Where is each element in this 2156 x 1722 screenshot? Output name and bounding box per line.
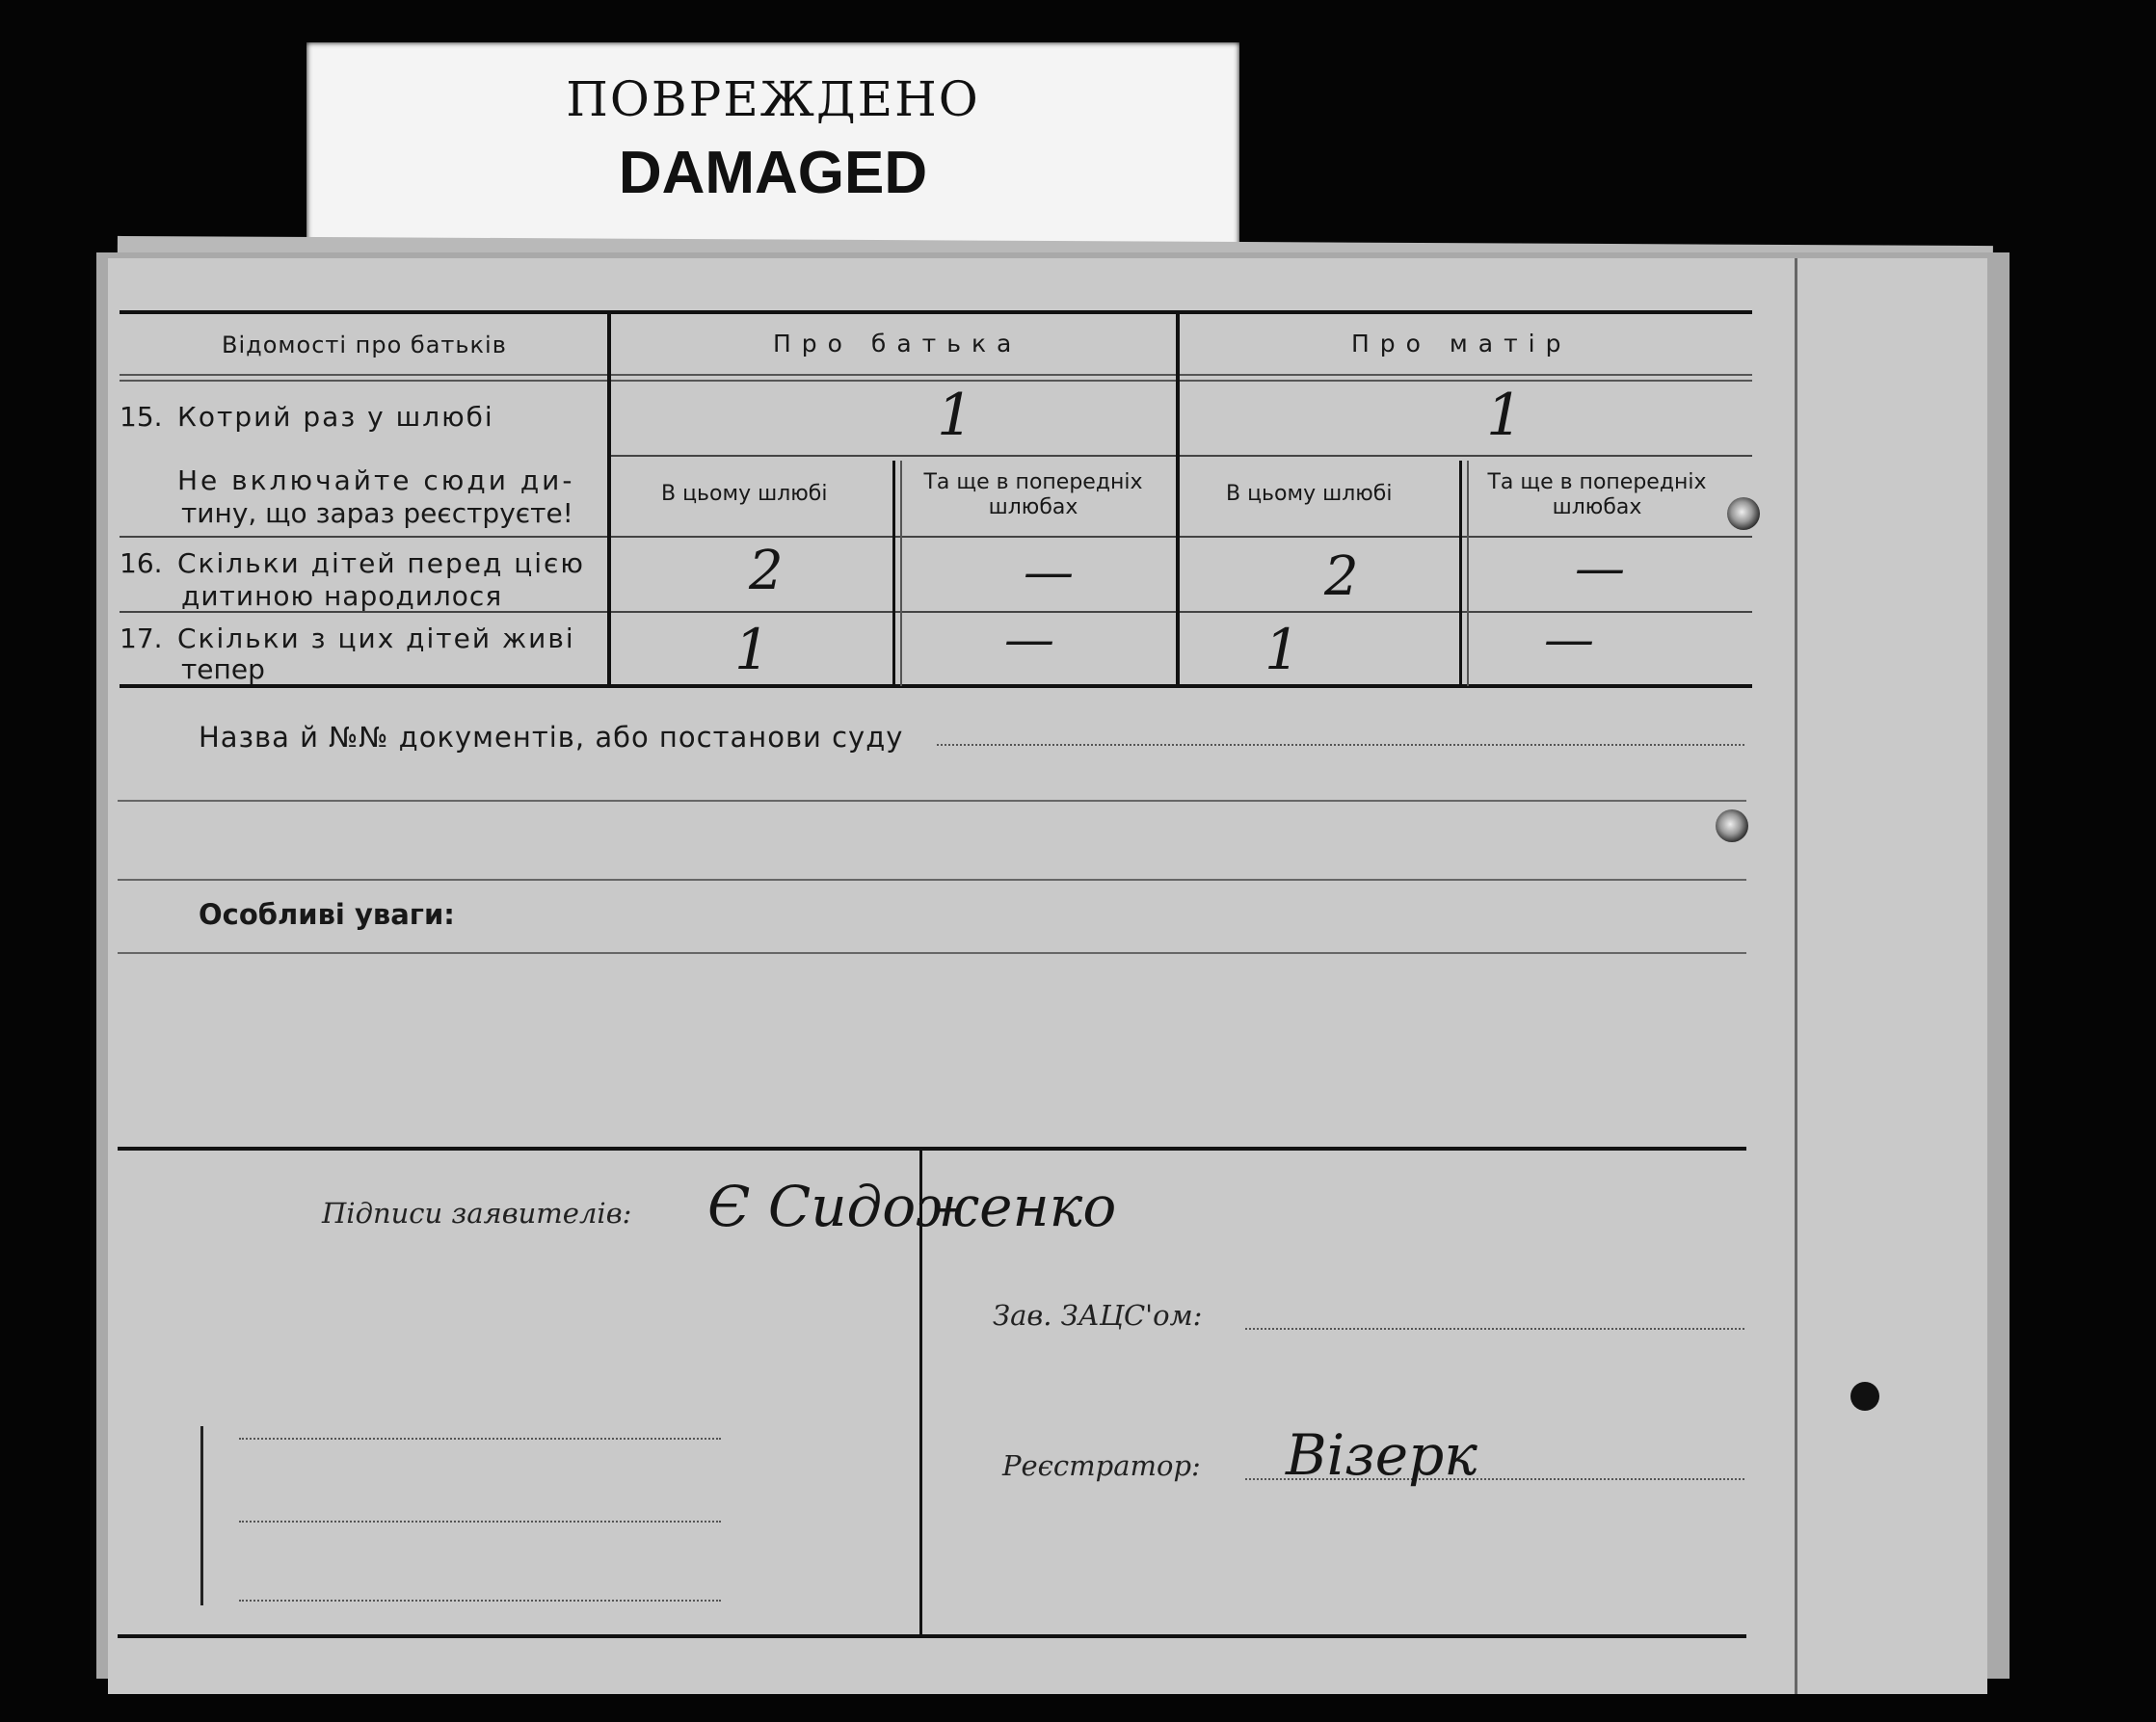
table-bottom-rule bbox=[120, 684, 1752, 688]
q16-line-2: дитиною народилося bbox=[181, 580, 503, 612]
applicant-signature: Є Сидоженко bbox=[707, 1174, 1117, 1239]
documents-label: Назва й №№ документів, або постанови суду bbox=[199, 721, 904, 754]
row15-rule bbox=[609, 455, 1752, 457]
applicant-dotted-line-3 bbox=[239, 1600, 721, 1602]
signature-bottom-rule bbox=[118, 1634, 1746, 1638]
q16-mother-prev: — bbox=[1575, 540, 1625, 597]
sub-prev-mother-line2: шлюбах bbox=[1552, 495, 1642, 519]
documents-line-2 bbox=[118, 800, 1746, 802]
col-divider-1 bbox=[607, 312, 611, 686]
sub-this-marriage-father: В цьому шлюбі bbox=[661, 482, 828, 506]
stamp-line-ukrainian: ПОВРЕЖДЕНО bbox=[566, 71, 980, 127]
record-card bbox=[108, 258, 1987, 1694]
sub-this-marriage-mother: В цьому шлюбі bbox=[1226, 482, 1393, 506]
q16-father-this: 2 bbox=[749, 540, 784, 602]
punch-hole-2 bbox=[1716, 809, 1748, 842]
sub-prev-father-line1: Та ще в попередніх bbox=[923, 470, 1143, 494]
note-line-1: Не включайте сюди ди- bbox=[177, 464, 575, 496]
registrar-signature: Візерк bbox=[1286, 1422, 1477, 1488]
signature-top-rule bbox=[118, 1147, 1746, 1151]
q17-line-1: Скільки з цих дітей живі bbox=[177, 623, 575, 654]
q15-number: 15. bbox=[120, 401, 163, 433]
punch-hole-1 bbox=[1727, 497, 1760, 530]
q15-father-value: 1 bbox=[937, 382, 974, 449]
q16-mother-this: 2 bbox=[1324, 545, 1359, 608]
head-dotted-line bbox=[1245, 1328, 1744, 1330]
stamp-line-english: DAMAGED bbox=[618, 140, 928, 206]
documents-dotted-line bbox=[937, 744, 1744, 746]
col-divider-2 bbox=[1176, 312, 1180, 686]
row-note-rule bbox=[120, 536, 1752, 538]
q17-line-2: тепер bbox=[181, 653, 265, 685]
applicant-dotted-line-2 bbox=[239, 1521, 721, 1523]
header-father: Про батька bbox=[773, 330, 1023, 358]
q17-mother-prev: — bbox=[1544, 611, 1594, 669]
remarks-line bbox=[118, 952, 1746, 954]
q16-father-prev: — bbox=[1024, 543, 1074, 601]
margin-line bbox=[1795, 258, 1797, 1694]
q16-line-1: Скільки дітей перед цією bbox=[177, 547, 585, 579]
header-mother: Про матір bbox=[1351, 330, 1572, 358]
q17-number: 17. bbox=[120, 623, 163, 654]
sub-prev-father-line2: шлюбах bbox=[988, 495, 1078, 519]
documents-line-3 bbox=[118, 879, 1746, 881]
applicants-signature-label: Підписи заявителів: bbox=[322, 1197, 632, 1230]
col-divider-mother-sub bbox=[1459, 461, 1462, 686]
remarks-label: Особливі уваги: bbox=[199, 898, 455, 931]
q15-mother-value: 1 bbox=[1486, 382, 1524, 449]
registrar-label: Реєстратор: bbox=[1002, 1449, 1201, 1482]
header-info: Відомості про батьків bbox=[222, 331, 507, 358]
q17-mother-this: 1 bbox=[1264, 617, 1300, 682]
head-label: Зав. ЗАЦС'ом: bbox=[993, 1299, 1203, 1332]
applicant-dotted-line-1 bbox=[239, 1438, 721, 1440]
q15-label: Котрий раз у шлюбі bbox=[177, 401, 494, 433]
q16-number: 16. bbox=[120, 547, 163, 579]
damaged-stamp-card bbox=[306, 42, 1239, 254]
sub-prev-mother-line1: Та ще в попередніх bbox=[1487, 470, 1707, 494]
punch-hole-3 bbox=[1850, 1382, 1879, 1411]
q17-father-this: 1 bbox=[734, 617, 770, 682]
table-header-rule bbox=[120, 374, 1752, 376]
note-line-2: тину, що зараз реєструєте! bbox=[181, 497, 573, 529]
col-divider-father-sub bbox=[892, 461, 895, 686]
q17-father-prev: — bbox=[1004, 611, 1054, 669]
col-divider-father-sub-2 bbox=[900, 461, 902, 686]
col-divider-mother-sub-2 bbox=[1467, 461, 1469, 686]
applicant-bracket bbox=[200, 1426, 203, 1605]
table-top-rule bbox=[120, 310, 1752, 314]
